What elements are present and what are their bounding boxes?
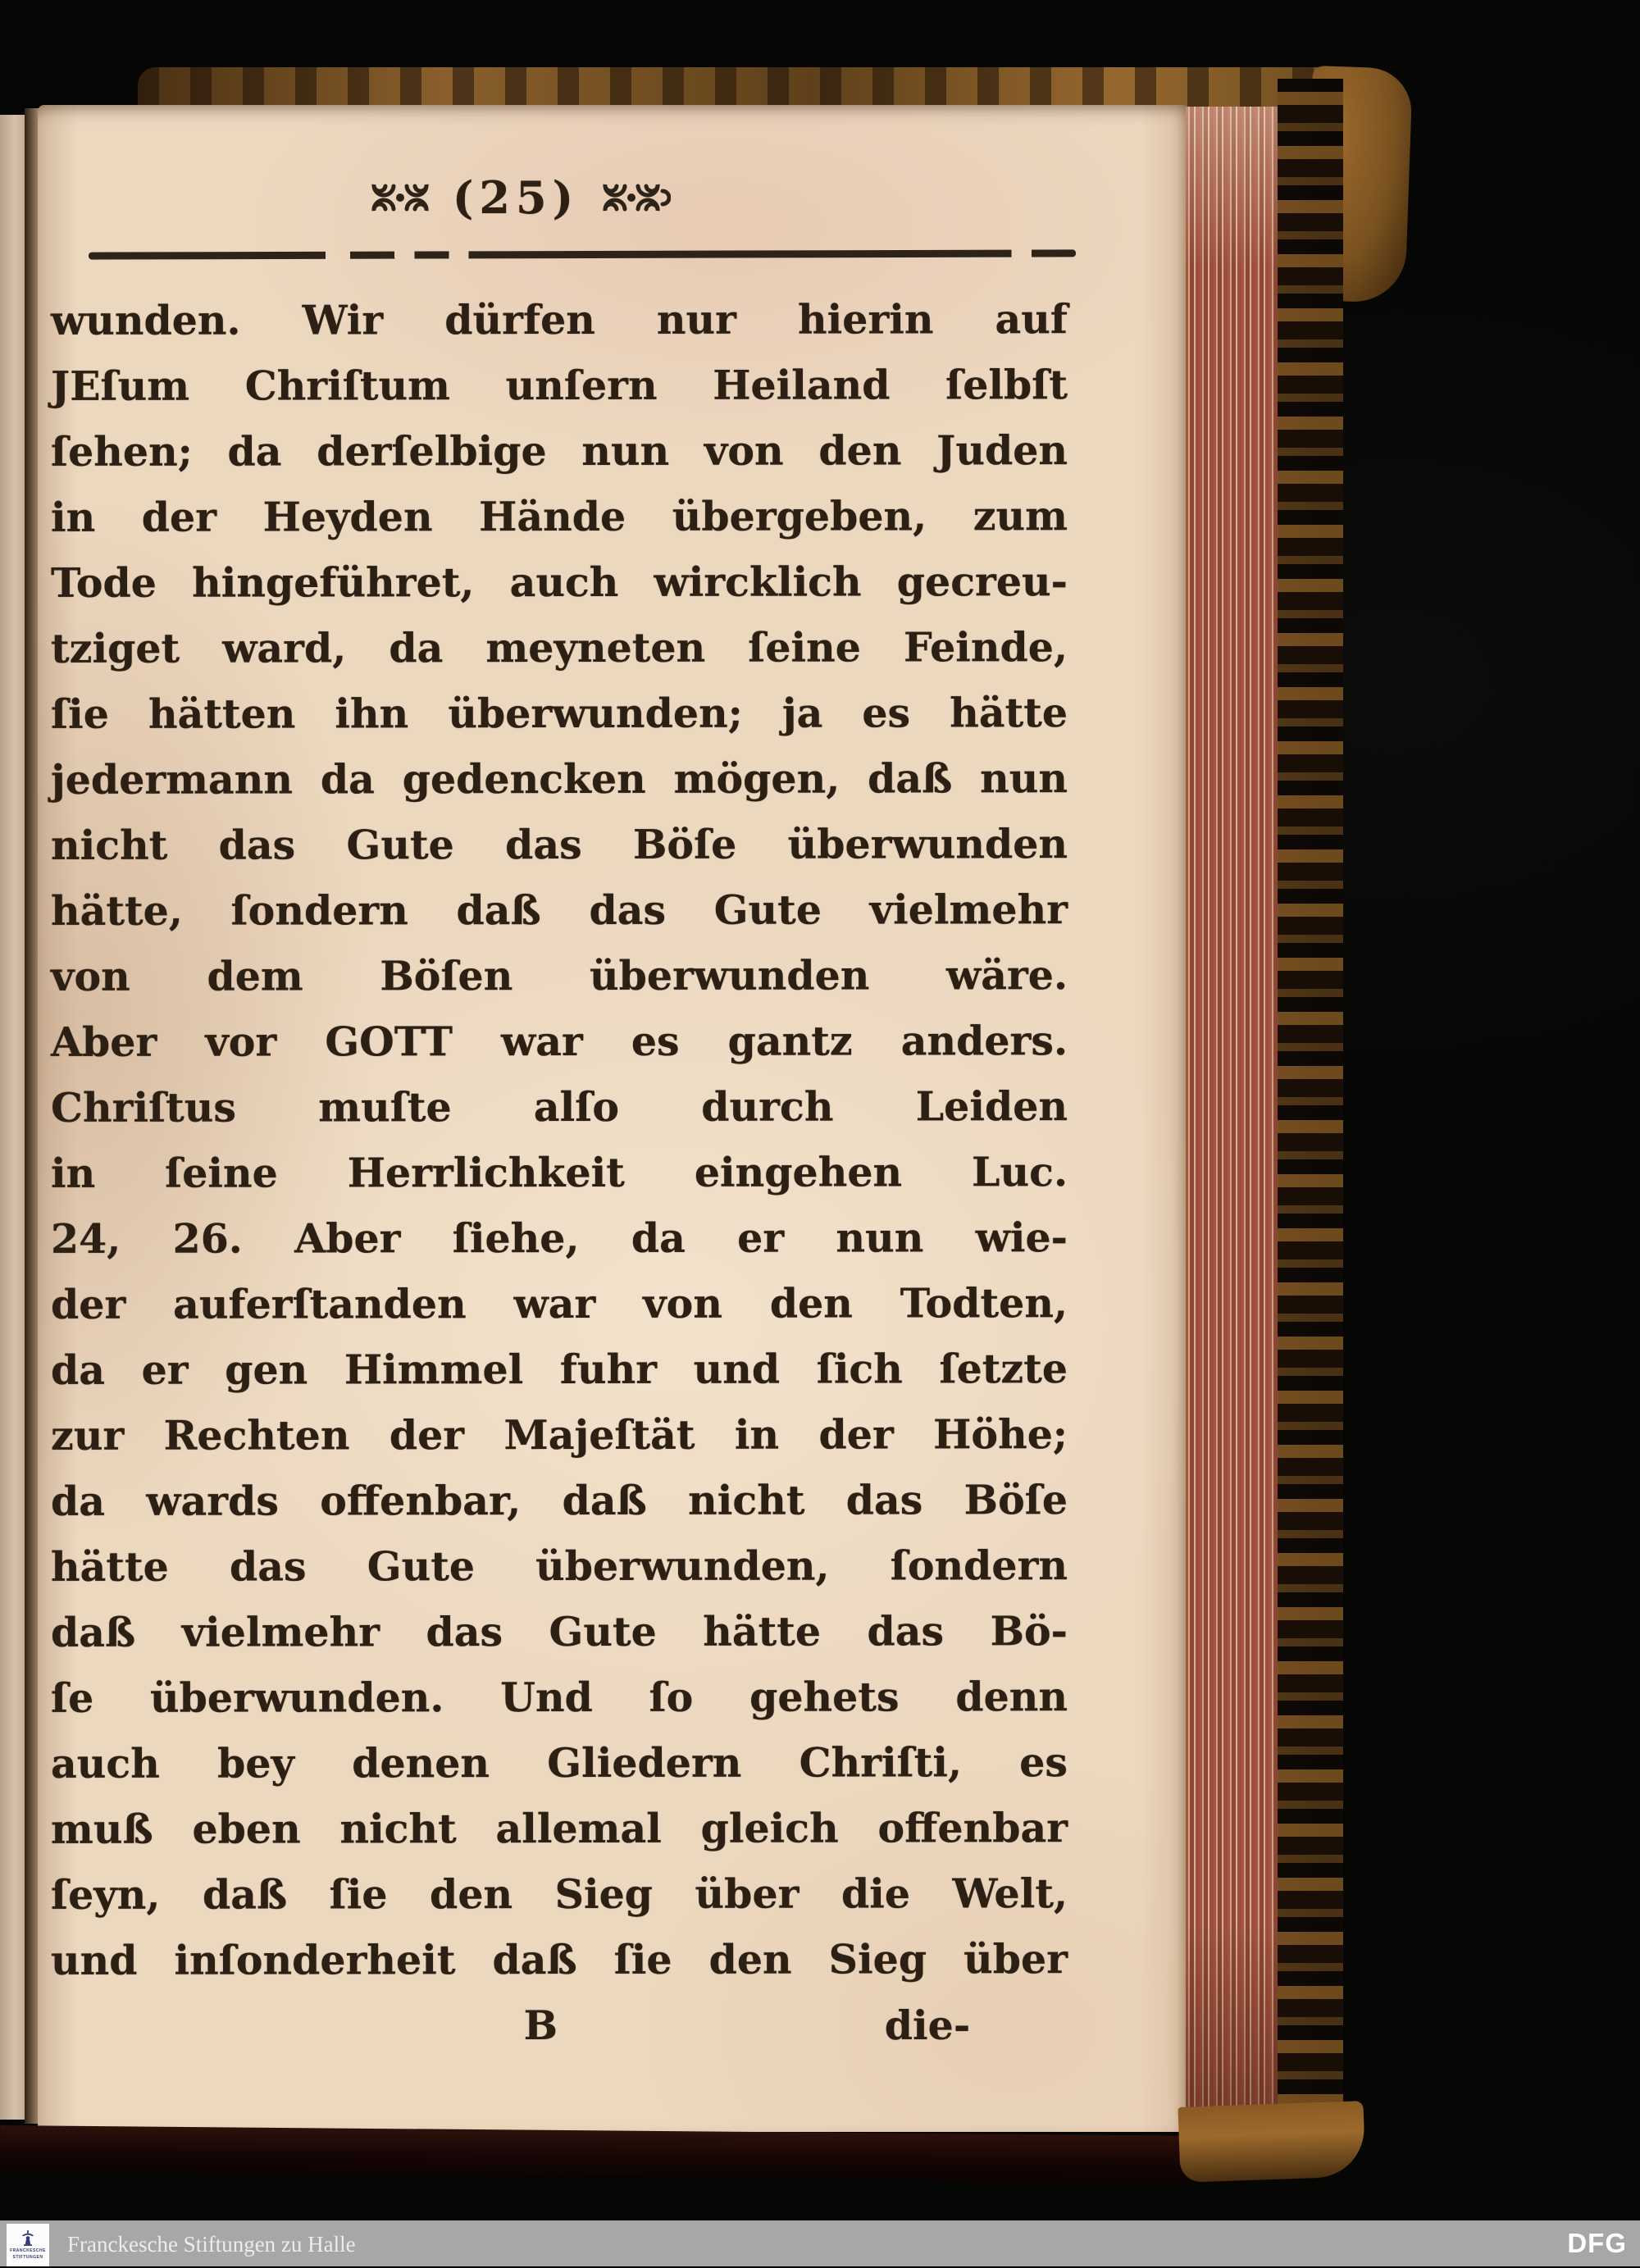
text-line: ſe überwunden. Und ſo gehets denn xyxy=(50,1673,1068,1722)
text-line: Aber vor GOTT war es gantz anders. xyxy=(50,1017,1068,1066)
previous-page-edge xyxy=(0,115,25,2120)
floral-ornament-icon xyxy=(361,173,440,222)
text-line: in der Heyden Hände übergeben, zum xyxy=(50,492,1068,541)
text-line: ſeyn, daß ſie den Sieg über die Welt, xyxy=(50,1870,1068,1919)
signature-mark: B xyxy=(523,2002,558,2049)
text-line: in ſeine Herrlichkeit eingehen Luc. xyxy=(50,1148,1068,1197)
text-line: zur Rechten der Majeſtät in der Höhe; xyxy=(50,1410,1068,1460)
text-line: JEſum Chriſtum unſern Heiland ſelbſt xyxy=(50,361,1068,410)
page-header xyxy=(364,166,667,230)
text-line: wunden. Wir dürfen nur hierin auf xyxy=(50,295,1068,344)
text-line: auch bey denen Gliedern Chriſti, es xyxy=(50,1738,1068,1788)
institution-logo-text-line1: FRANCKESCHE xyxy=(10,2248,46,2253)
text-line: ſehen; da derſelbige nun von den Juden xyxy=(50,426,1068,476)
text-line: Chriſtus muſte alſo durch Leiden xyxy=(50,1082,1068,1132)
catchword: die- xyxy=(884,2002,971,2049)
text-block xyxy=(51,287,1068,2058)
cover-corner-bottom xyxy=(1178,2101,1365,2183)
institution-name: Franckesche Stiftungen zu Halle xyxy=(67,2232,356,2257)
text-line: tziget ward, da meyneten ſeine Feinde, xyxy=(50,623,1068,672)
institution-logo-text-line2: STIFTUNGEN xyxy=(12,2255,43,2260)
page-number: (25) xyxy=(452,171,580,224)
text-line: und inſonderheit daß ſie den Sieg über xyxy=(50,1935,1068,1984)
text-line: muß eben nicht allemal gleich offenbar xyxy=(50,1804,1068,1853)
text-line: da er gen Himmel fuhr und ſich ſetzte xyxy=(50,1345,1068,1394)
leather-cover-edge xyxy=(1278,79,1343,2161)
floral-ornament-icon xyxy=(592,173,671,222)
bottom-page-shadow xyxy=(0,2125,1246,2184)
text-line: 24, 26. Aber ſiehe, da er nun wie- xyxy=(50,1214,1068,1263)
text-line: ſie hätten ihn überwunden; ja es hätte xyxy=(50,689,1068,738)
text-line: hätte, ſondern daß das Gute vielmehr xyxy=(50,886,1068,935)
page-block-fore-edge xyxy=(1186,107,1278,2125)
text-line: nicht das Gute das Böſe überwunden xyxy=(50,820,1068,869)
dfg-logo: DFG xyxy=(1567,2228,1627,2258)
book-top-edge xyxy=(138,67,1363,110)
text-line: da wards offenbar, daß nicht das Böſe xyxy=(50,1476,1068,1525)
text-line: daß vielmehr das Gute hätte das Bö- xyxy=(50,1607,1068,1656)
franckesche-stiftungen-emblem-icon xyxy=(20,2230,35,2247)
text-line: der auferſtanden war von den Todten, xyxy=(50,1279,1068,1328)
text-line: von dem Böſen überwunden wäre. xyxy=(50,951,1068,1000)
text-line: hätte das Gute überwunden, ſondern xyxy=(50,1542,1068,1591)
text-line: jedermann da gedencken mögen, daß nun xyxy=(50,754,1068,804)
institution-logo xyxy=(7,2224,49,2266)
text-line: Tode hingeführet, auch wircklich gecreu- xyxy=(50,558,1068,607)
signature-row xyxy=(51,1992,1068,2058)
